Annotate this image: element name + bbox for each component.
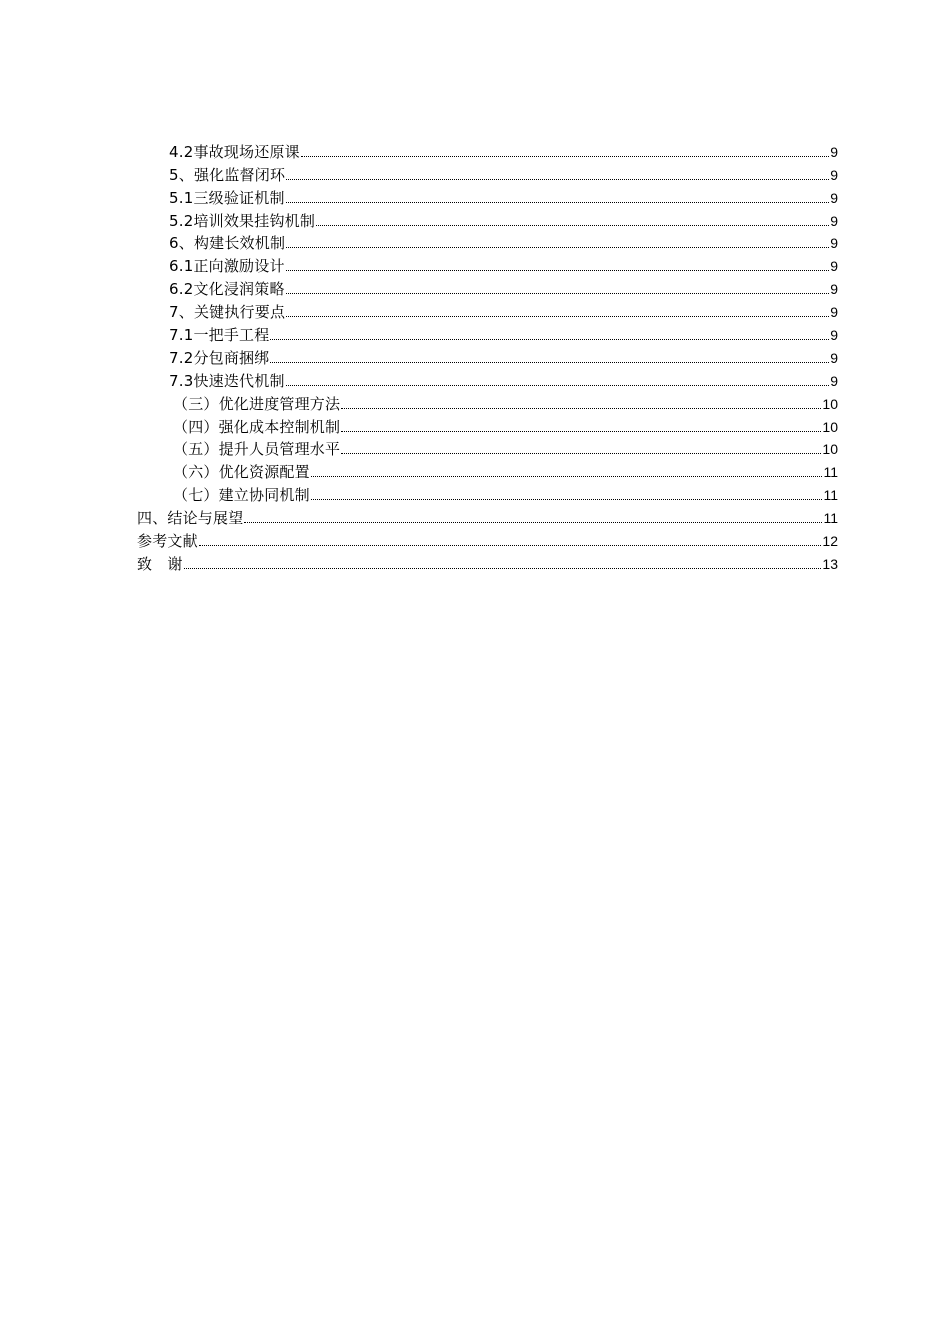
toc-entry[interactable] [137,161,838,184]
toc-entry-title: 四、结论与展望 [137,509,244,528]
toc-entry[interactable] [137,321,838,344]
toc-entry-title: 6.2文化浸润策略 [169,280,285,299]
toc-entry-title: （五）提升人员管理水平 [173,440,341,459]
toc-entry-title: 5.2培训效果挂钩机制 [169,211,316,230]
toc-entry[interactable] [137,298,838,321]
toc-entry-title: 6、构建长效机制 [169,234,286,253]
toc-dot-leader [311,476,823,477]
toc-dot-leader [341,431,821,432]
toc-entry-title: （三）优化进度管理方法 [173,394,341,413]
toc-dot-leader [286,385,830,386]
toc-dot-leader [311,499,823,500]
toc-entry-title: 7.3快速迭代机制 [169,371,285,390]
toc-entry-page-number: 9 [830,327,838,344]
toc-dot-leader [270,339,829,340]
toc-entry-title: （七）建立协同机制 [173,486,310,505]
toc-entry[interactable] [137,481,838,504]
toc-dot-leader [286,179,829,180]
toc-entry-title: 6.1正向激励设计 [169,257,285,276]
toc-entry[interactable] [137,184,838,207]
toc-entry-page-number: 10 [822,395,838,412]
toc-entry-page-number: 9 [830,372,838,389]
toc-entry-page-number: 9 [830,189,838,206]
toc-entry[interactable] [137,527,838,550]
toc-entry-page-number: 9 [830,143,838,160]
toc-entry-page-number: 9 [830,281,838,298]
toc-entry-title: 7、关键执行要点 [169,303,286,322]
toc-entry-page-number: 9 [830,166,838,183]
toc-dot-leader [286,270,830,271]
toc-entry-page-number: 9 [830,258,838,275]
toc-entry-title: 4.2事故现场还原课 [169,142,300,161]
toc-dot-leader [286,202,830,203]
toc-dot-leader [199,545,822,546]
toc-entry[interactable] [137,275,838,298]
toc-dot-leader [341,408,821,409]
toc-entry-title: 参考文献 [137,532,198,551]
toc-entry-title: 7.1一把手工程 [169,326,270,345]
toc-entry-page-number: 9 [830,349,838,366]
toc-dot-leader [341,453,821,454]
toc-dot-leader [286,316,829,317]
toc-entry-page-number: 12 [822,533,838,550]
toc-entry-page-number: 13 [822,555,838,572]
toc-entry[interactable] [137,436,838,459]
toc-entry-page-number: 10 [822,418,838,435]
toc-entry[interactable] [137,230,838,253]
toc-entry-page-number: 10 [822,441,838,458]
toc-entry-page-number: 11 [823,510,838,527]
toc-entry-page-number: 9 [830,235,838,252]
toc-entry[interactable] [137,413,838,436]
toc-entry[interactable] [137,138,838,161]
toc-entry-page-number: 11 [823,487,838,504]
toc-entry[interactable] [137,367,838,390]
table-of-contents [137,138,838,573]
toc-entry-title: 5、强化监督闭环 [169,165,286,184]
toc-entry[interactable] [137,207,838,230]
toc-dot-leader [244,522,822,523]
toc-entry[interactable] [137,344,838,367]
toc-dot-leader [286,247,829,248]
toc-entry-title: 5.1三级验证机制 [169,188,285,207]
toc-dot-leader [270,362,829,363]
toc-entry-title: 致 谢 [137,554,183,573]
toc-dot-leader [286,293,830,294]
toc-entry-page-number: 11 [823,464,838,481]
toc-entry-title: （四）强化成本控制机制 [173,417,341,436]
toc-entry[interactable] [137,504,838,527]
toc-entry-page-number: 9 [830,304,838,321]
toc-entry[interactable] [137,252,838,275]
toc-entry[interactable] [137,458,838,481]
toc-entry-title: （六）优化资源配置 [173,463,310,482]
toc-dot-leader [301,156,829,157]
toc-dot-leader [316,225,829,226]
toc-entry[interactable] [137,550,838,573]
toc-entry-page-number: 9 [830,212,838,229]
toc-entry-title: 7.2分包商捆绑 [169,348,270,367]
toc-entry[interactable] [137,390,838,413]
toc-dot-leader [184,568,822,569]
